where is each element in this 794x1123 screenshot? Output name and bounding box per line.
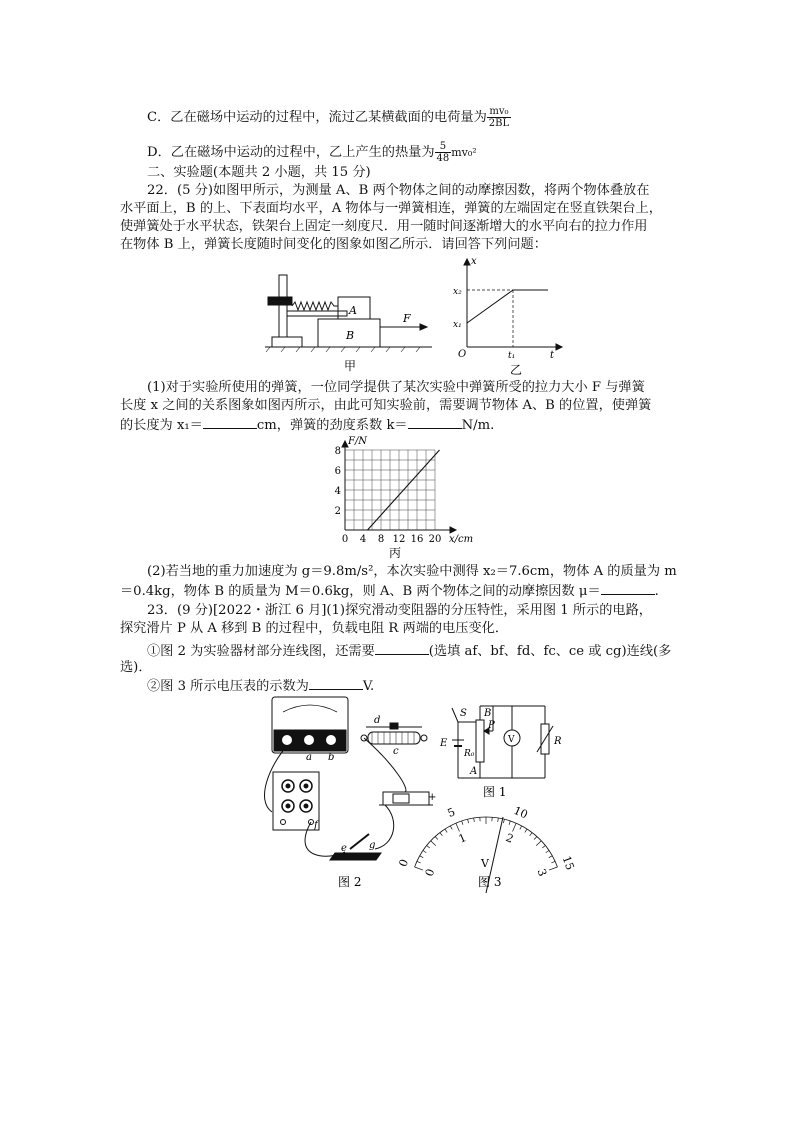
yi-x-label: t <box>550 350 555 361</box>
fig3-tick <box>435 837 438 840</box>
fig2-caption: 图 2 <box>338 875 362 889</box>
q23-sub1-line-1: ①图 2 为实验器材部分连线图，还需要 (选填 af、bf、fd、fc、ce 或 cg)连线(多 <box>147 641 671 661</box>
bing-y-tick-label: 8 <box>334 446 341 457</box>
option-d-tail: mv₀² <box>451 146 477 159</box>
fig3-caption: 图 3 <box>478 875 502 889</box>
bing-x-tick-label: 12 <box>392 534 406 545</box>
fig3-tick <box>498 818 499 822</box>
fig2-label-f: f <box>314 820 318 831</box>
fig1-label-a: A <box>470 766 478 777</box>
yi-t1-label: t₁ <box>508 351 516 361</box>
fig3-tick <box>525 829 527 832</box>
bing-x-tick-label: 8 <box>377 534 385 545</box>
option-d-text: D．乙在磁场中运动的过程中，乙上产生的热量为 <box>147 145 435 160</box>
yi-caption: 乙 <box>510 363 523 377</box>
fig3-tick <box>546 851 549 853</box>
fig3-tick <box>530 833 532 836</box>
bing-y-tick-label: 6 <box>334 466 341 477</box>
fig3-tick <box>450 826 452 830</box>
bing-x-tick-label: 16 <box>410 534 424 545</box>
fig3-tick <box>536 841 541 846</box>
fig2-label-b: b <box>328 752 335 763</box>
fig3-tick <box>456 823 460 831</box>
fig2-label-e: e <box>341 843 347 854</box>
fig3-tick <box>551 861 555 863</box>
fig3-outer-label: 10 <box>511 803 530 822</box>
fig3-inner-label: 0 <box>422 867 438 879</box>
bing-x-tick-label: 0 <box>341 534 349 545</box>
fig3-tick <box>549 856 552 858</box>
fig3-inner-label: 1 <box>456 831 469 846</box>
yi-x2-label: x₂ <box>453 287 462 297</box>
fig3-tick <box>468 819 469 823</box>
jia-label-f: F <box>403 312 411 325</box>
fig2-label-a: a <box>306 752 312 763</box>
bing-y-label: F/N <box>348 436 368 447</box>
fig1-label-p: P <box>488 720 495 731</box>
q22-part1-line-3: 的长度为 x₁＝ cm，弹簧的劲度系数 k＝ N/m. <box>120 415 494 435</box>
fig3-tick <box>542 846 545 848</box>
fig3-inner-labels <box>423 831 549 878</box>
fig2-label-c: c <box>393 746 399 757</box>
section-heading: 二、实验题(本题共 2 小题，共 15 分) <box>147 165 371 180</box>
fig1-label-r0: R₀ <box>464 749 475 759</box>
fig2-label-g: g <box>369 840 376 851</box>
fig3-tick <box>503 819 504 823</box>
fig1-caption: 图 1 <box>483 785 507 799</box>
fig3-tick <box>549 867 557 870</box>
jia-caption: 甲 <box>344 359 357 373</box>
fig3-tick <box>462 821 463 825</box>
fig3-tick <box>415 867 423 870</box>
yi-x1-label: x₁ <box>453 320 462 330</box>
fig1-label-e: E <box>440 738 448 749</box>
option-d-fraction: $\frac{5}{48}$ <box>436 141 450 164</box>
q23-line-2: 探究滑片 P 从 A 移到 B 的过程中，负载电阻 R 两端的电压变化． <box>120 621 509 636</box>
fig3-tick <box>509 821 510 825</box>
fig3-tick <box>445 829 447 832</box>
jia-label-b: B <box>346 329 355 342</box>
bing-x-label: x/cm <box>449 534 474 545</box>
jia-label-a: A <box>349 304 357 317</box>
fig1-label-s: S <box>460 708 467 719</box>
fig3-tick <box>420 856 423 858</box>
fig3-tick <box>534 837 537 840</box>
q22-line-2: 水平面上，B 的上、下表面均水平，A 物体与一弹簧相连，弹簧的左端固定在竖直铁架台上， <box>120 201 662 216</box>
q22-line-1: 22．(5 分)如图甲所示，为测量 A、B 两个物体之间的动摩擦因数，将两个物体叠放在 <box>147 183 650 198</box>
fig3-outer-label: 15 <box>559 854 577 872</box>
fig3-tick <box>431 841 436 846</box>
q23-sub1-line-2: 选)． <box>120 660 152 675</box>
fig3-outer-label: 0 <box>396 857 412 869</box>
fig1-label-r: R <box>554 736 562 747</box>
fig3-tick <box>520 826 522 830</box>
fig3-tick <box>423 851 426 853</box>
q23-line-1: 23．(9 分)[2022・浙江 6 月](1)探究滑动变阻器的分压特性，采用图 1 所示的电路， <box>147 603 652 618</box>
q22-line-3: 使弹簧处于水平状态，铁架台上固定一刻度尺．用一随时间逐渐增大的水平向右的拉力作用 <box>120 219 648 234</box>
q22-part2-line-2: ＝0.4kg，物体 B 的质量为 M＝0.6kg，则 A、B 两个物体之间的动摩擦因数 μ＝ . <box>120 581 659 601</box>
option-c-fraction: $\frac{\text{mv₀}}{2BL}$ <box>488 106 510 129</box>
fig1-label-v: V <box>508 735 515 745</box>
fig3-inner-label: 3 <box>534 867 550 879</box>
bing-y-tick-label: 4 <box>334 486 341 497</box>
yi-y-label: x <box>471 256 477 267</box>
fig3-outer-label: 5 <box>445 805 458 821</box>
bing-caption: 丙 <box>389 546 402 560</box>
bing-x-tick-label: 20 <box>428 534 442 545</box>
fig3-tick <box>427 846 430 848</box>
yi-origin: O <box>458 349 467 360</box>
q22-line-4: 在物体 B 上，弹簧长度随时间变化的图象如图乙所示．请回答下列问题： <box>120 237 547 252</box>
fig3-tick <box>474 818 475 822</box>
q22-part1-line-1: (1)对于实验所使用的弹簧，一位同学提供了某次实验中弹簧所受的拉力大小 F 与弹簧 <box>147 380 645 395</box>
fig3-tick <box>440 833 442 836</box>
fig2-battery-plus: + <box>428 792 437 803</box>
q22-part1-line-2: 长度 x 之间的关系图象如图丙所示，由此可知实验前，需要调节物体 A、B 的位置，使弹簧 <box>120 398 652 413</box>
option-c-text: C．乙在磁场中运动的过程中，流过乙某横截面的电荷量为 <box>147 110 487 125</box>
q23-sub2-line: ②图 3 所示电压表的示数为 V. <box>147 676 374 696</box>
q22-part2-line-1: (2)若当地的重力加速度为 g＝9.8m/s²，本次实验中测得 x₂＝7.6cm，物体 A 的质量为 m <box>147 564 677 579</box>
fig2-label-d: d <box>374 715 381 726</box>
fig3-tick <box>513 823 517 831</box>
fig3-tick <box>417 861 421 863</box>
fig3-inner-label: 2 <box>503 831 516 846</box>
bing-y-tick-label: 2 <box>334 506 341 517</box>
fig1-label-b: B <box>484 708 492 719</box>
bing-x-tick-label: 4 <box>359 534 367 545</box>
fig3-unit: V <box>481 857 489 870</box>
